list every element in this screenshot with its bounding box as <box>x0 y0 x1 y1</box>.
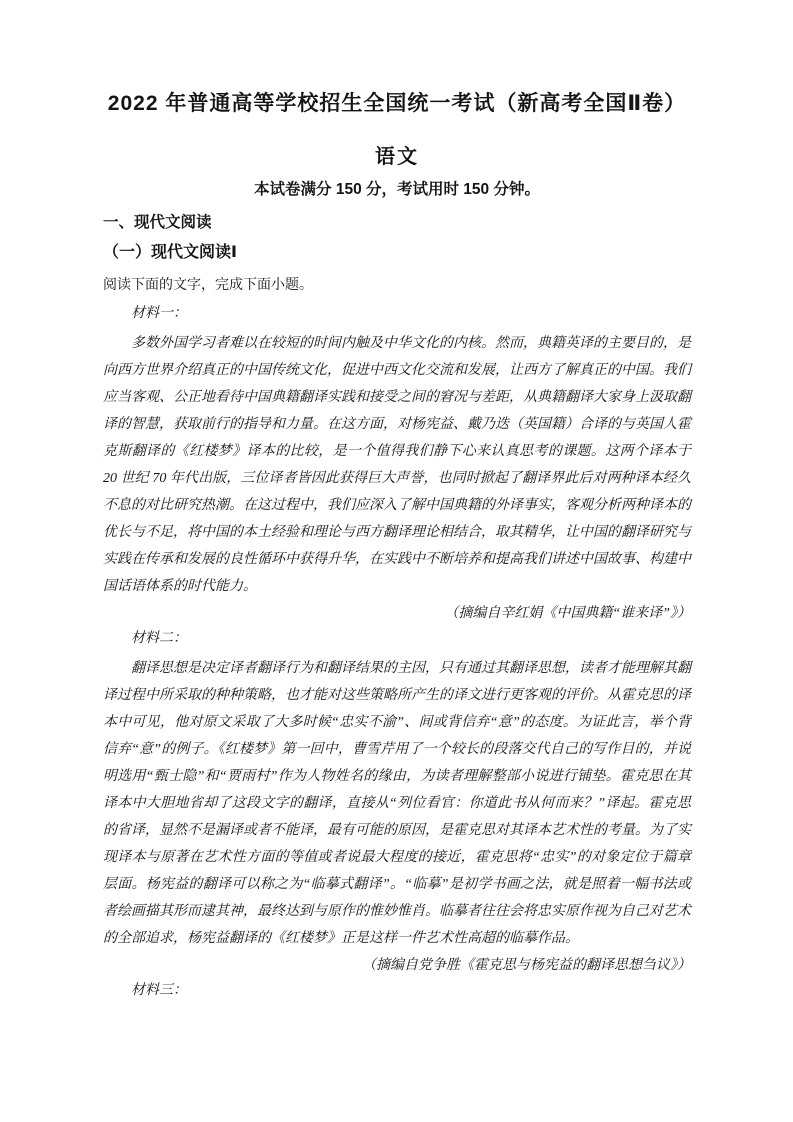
material-block-3 <box>103 981 691 1001</box>
subsection-heading: （一）现代文阅读Ⅰ <box>103 244 237 261</box>
material-label: 材料二： <box>131 631 187 646</box>
reading-instruction: 阅读下面的文字，完成下面小题。 <box>103 278 313 293</box>
material-attribution: （摘编自党争胜《霍克思与杨宪益的翻译思想刍议》） <box>362 958 691 973</box>
material-paragraph: 多数外国学习者难以在较短的时间内触及中华文化的内核。然而，典籍英译的主要目的，是向西方世界介绍真正的中国传统文化，促进中西文化交流和发展，让西方了解真正的中国。我们应当客观、公正地看待中国典籍翻译实践和接受之间的窘况与差距，从典籍翻译大家身上汲取翻译的智慧，获取前行的指导和力量。在这方面，对杨宪益、戴乃迭（英国籍）合译的与英国人霍克斯翻译的《红楼梦》译本的比较，是一个值得我们静下心来认真思考的课题。这两个译本于 20 世纪 70 年代出版，三位译者皆因此获得巨大声誉，也同时掀起了翻译界此后对两种译本经久不息的对比研究热潮。在这过程中，我们应深入了解中国典籍的外译事实，客观分析两种译本的优长与不足，将中国的本土经验和理论与西方翻译理论相结合，取其精华，让中国的翻译研究与实践在传承和发展的良性循环中获得升华，在实践中不断培养和提高我们讲述中国故事、构建中国话语体系的时代能力。 <box>103 336 691 594</box>
material-paragraph: 翻译思想是决定译者翻译行为和翻译结果的主因，只有通过其翻译思想，读者才能理解其翻译过程中所采取的种种策略，也才能对这些策略所产生的译文进行更客观的评价。从霍克思的译本中可见，他对原文采取了大多时候“忠实不渝”、间或背信弃“意”的态度。为证此言，举个背信弃“意”的例子。《红楼梦》第一回中，曹雪芹用了一个较长的段落交代自己的写作目的，并说明选用“甄士隐”和“贾雨村”作为人物姓名的缘由，为读者理解整部小说进行铺垫。霍克思在其译本中大胆地省却了这段文字的翻译，直接从“列位看官：你道此书从何而来？”译起。霍克思的省译，显然不是漏译或者不能译，最有可能的原因，是霍克思对其译本艺术性的考量。为了实现译本与原著在艺术性方面的等值或者说最大程度的接近，霍克思将“忠实”的对象定位于篇章层面。杨宪益的翻译可以称之为“临摹式翻译”。“临摹”是初学书画之法，就是照着一幅书法或者绘画描其形而逮其神，最终达到与原作的惟妙惟肖。临摹者往往会将忠实原作视为自己对艺术的全部追求，杨宪益翻译的《红楼梦》正是这样一件艺术性高超的临摹作品。 <box>103 661 691 946</box>
material-label: 材料三： <box>131 983 187 998</box>
section-heading: 一、现代文阅读 <box>103 214 212 231</box>
material-block-2 <box>103 629 691 979</box>
material-label: 材料一： <box>131 306 187 321</box>
exam-subject: 语文 <box>375 146 419 168</box>
exam-title: 2022 年普通高等学校招生全国统一考试（新高考全国Ⅱ卷） <box>107 92 687 115</box>
material-attribution: （摘编自辛红娟《中国典籍“谁来译”》） <box>444 606 691 621</box>
material-block-1 <box>103 304 691 627</box>
exam-info: 本试卷满分 150 分，考试用时 150 分钟。 <box>254 181 540 198</box>
